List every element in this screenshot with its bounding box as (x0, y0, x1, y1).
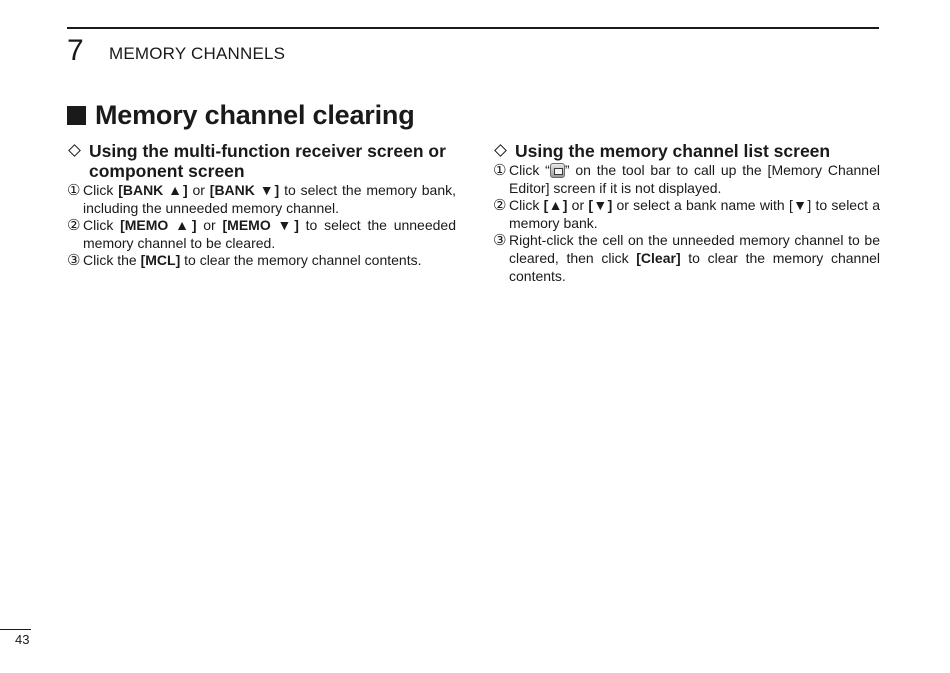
page-number: 43 (15, 632, 30, 647)
memory-channel-editor-icon (550, 163, 565, 178)
step-text (83, 252, 456, 270)
step-text-run: to select the unneeded memory channel to be cleared. (83, 217, 456, 251)
diamond-icon (494, 144, 507, 157)
step-text-run: ” on the tool bar to call up the [Memory Channel Editor] screen if it is not displayed. (509, 162, 880, 196)
button-reference: [MCL] (140, 252, 181, 269)
header-rule (67, 27, 879, 29)
step-item (67, 182, 456, 217)
step-text-run: or (196, 217, 223, 234)
button-reference: [MEMO ▲] (120, 217, 197, 234)
left-subheading (67, 141, 456, 181)
button-reference: [▲] (543, 197, 568, 214)
left-subheading-text: Using the multi-function receiver screen or component screen (89, 141, 446, 181)
step-item (67, 217, 456, 252)
step-number: ③ (67, 252, 81, 270)
chapter-number: 7 (67, 34, 84, 67)
footer-rule (0, 629, 31, 630)
step-text-run: Click (83, 217, 121, 234)
step-text (83, 182, 456, 217)
step-text (509, 162, 880, 197)
step-item (67, 252, 456, 270)
step-text-run: or (187, 182, 210, 198)
button-reference: [BANK ▲] (118, 182, 188, 198)
left-steps (67, 182, 456, 270)
step-text-run: Right-click the cell on the unneeded memory channel to be cleared, then click (509, 232, 880, 266)
button-reference: [Clear] (636, 249, 681, 266)
step-number: ② (67, 217, 81, 235)
diamond-icon (68, 144, 81, 157)
step-number: ① (493, 162, 507, 179)
right-subheading-text: Using the memory channel list screen (515, 141, 831, 161)
step-text-run: to select the memory bank, including the unneeded memory channel. (83, 182, 456, 216)
step-text-run: to clear the memory channel contents. (180, 252, 422, 269)
step-item (493, 232, 880, 285)
step-text (509, 197, 880, 232)
step-text-run: or (567, 197, 589, 214)
step-text-run: Click “ (509, 162, 550, 178)
right-column (493, 141, 880, 285)
step-item (493, 162, 880, 197)
step-text-run: Click the (83, 252, 141, 269)
step-text-run: Click (509, 197, 544, 214)
chapter-title: MEMORY CHANNELS (109, 44, 286, 63)
button-reference: [▼] (588, 197, 613, 214)
step-text-run: or select a bank name with [▼] to select a memory bank. (509, 197, 881, 231)
step-number: ① (67, 182, 81, 199)
section-heading (67, 98, 415, 132)
step-text-run: to clear the memory channel contents. (509, 249, 881, 284)
step-number: ② (493, 197, 507, 215)
step-number: ③ (493, 232, 507, 250)
button-reference: [BANK ▼] (209, 182, 280, 198)
step-text (83, 217, 456, 252)
right-steps (493, 162, 880, 285)
step-text (509, 232, 880, 285)
right-subheading (493, 141, 880, 161)
button-reference: [MEMO ▼] (222, 217, 299, 234)
section-title: Memory channel clearing (95, 100, 415, 130)
step-item (493, 197, 880, 232)
black-square-icon (67, 106, 86, 125)
left-column (67, 141, 456, 270)
step-text-run: Click (83, 182, 119, 198)
